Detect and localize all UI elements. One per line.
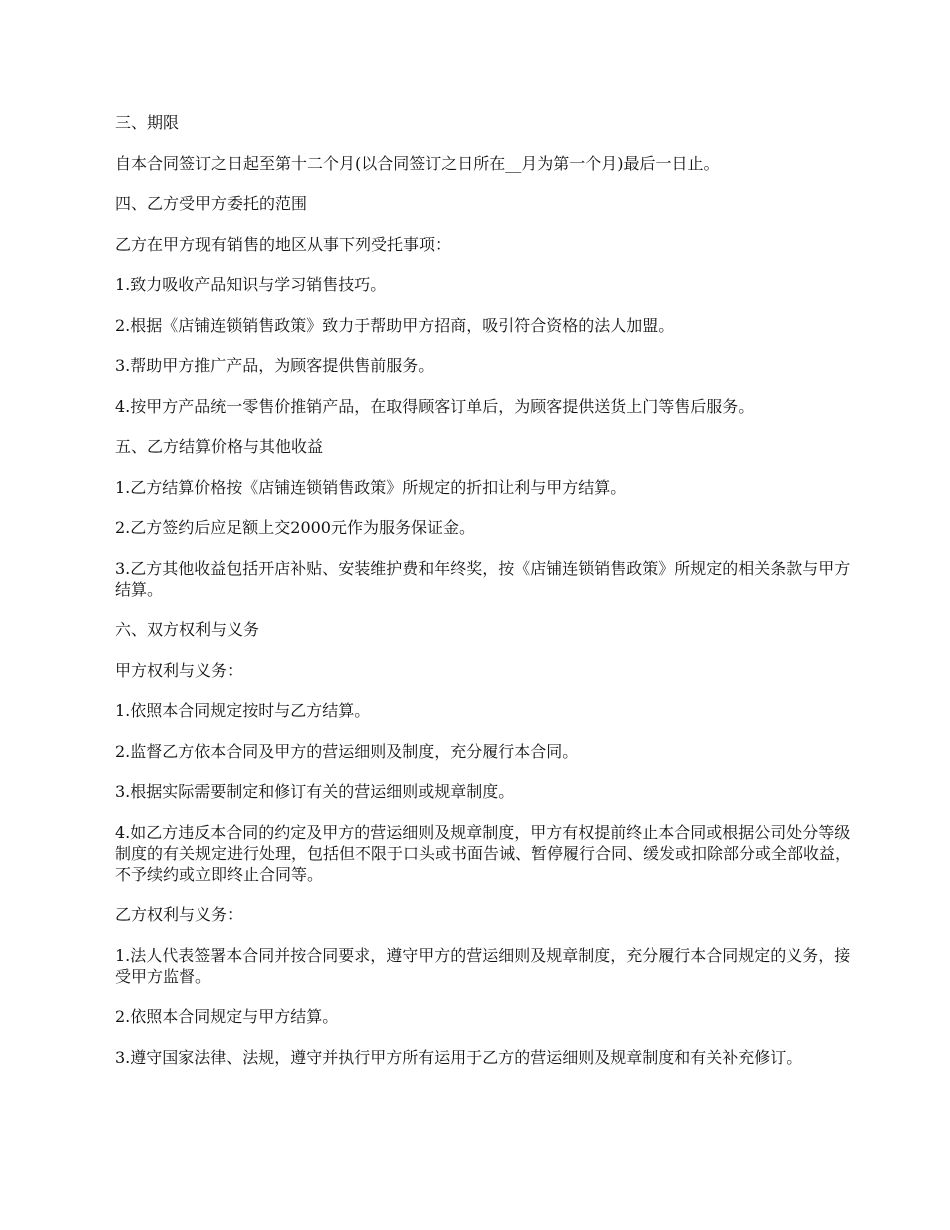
list-item-party-a-3: 3.根据实际需要制定和修订有关的营运细则或规章制度。 — [115, 782, 515, 801]
subheading-party-b: 乙方权利与义务： — [115, 905, 244, 924]
section-heading-term: 三、期限 — [115, 113, 180, 132]
list-item-scope-2: 2.根据《店铺连锁销售政策》致力于帮助甲方招商，吸引符合资格的法人加盟。 — [115, 315, 675, 335]
document-body — [115, 112, 853, 1087]
list-item-settlement-3: 3.乙方其他收益包括开店补贴、安装维护费和年终奖，按《店铺连锁销售政策》所规定的相关条款与甲方结算。 — [115, 558, 851, 599]
section-heading-settlement: 五、乙方结算价格与其他收益 — [115, 437, 324, 456]
list-item-party-b-3: 3.遵守国家法律、法规，遵守并执行甲方所有运用于乙方的营运细则及规章制度和有关补充修订。 — [115, 1047, 803, 1067]
list-item-scope-1: 1.致力吸收产品知识与学习销售技巧。 — [115, 275, 387, 294]
list-item-party-a-4: 4.如乙方违反本合同的约定及甲方的营运细则及规章制度，甲方有权提前终止本合同或根据公司处分等级制度的有关规定进行处理，包括但不限于口头或书面告诫、暂停履行合同、缓发或扣除部分或全部收益，不予续约或立即终止合同等。 — [115, 822, 852, 884]
list-item-party-b-1: 1.法人代表签署本合同并按合同要求，遵守甲方的营运细则及规章制度，充分履行本合同规定的义务，接受甲方监督。 — [115, 945, 851, 986]
list-item-settlement-1: 1.乙方结算价格按《店铺连锁销售政策》所规定的折扣让利与甲方结算。 — [115, 477, 627, 497]
section-heading-rights: 六、双方权利与义务 — [115, 620, 260, 639]
list-item-party-a-2: 2.监督乙方依本合同及甲方的营运细则及制度，充分履行本合同。 — [115, 741, 579, 761]
paragraph-scope-intro: 乙方在甲方现有销售的地区从事下列受托事项： — [115, 234, 452, 254]
list-item-settlement-2: 2.乙方签约后应足额上交2000元作为服务保证金。 — [115, 518, 475, 537]
list-item-party-a-1: 1.依照本合同规定按时与乙方结算。 — [115, 701, 371, 720]
list-item-scope-4: 4.按甲方产品统一零售价推销产品，在取得顾客订单后，为顾客提供送货上门等售后服务。 — [115, 396, 755, 416]
paragraph-term-detail: 自本合同签订之日起至第十二个月(以合同签订之日所在__月为第一个月)最后一日止。 — [115, 153, 720, 173]
subheading-party-a: 甲方权利与义务： — [115, 660, 244, 680]
section-heading-scope: 四、乙方受甲方委托的范围 — [115, 194, 308, 213]
list-item-party-b-2: 2.依照本合同规定与甲方结算。 — [115, 1007, 339, 1026]
list-item-scope-3: 3.帮助甲方推广产品，为顾客提供售前服务。 — [115, 356, 435, 375]
